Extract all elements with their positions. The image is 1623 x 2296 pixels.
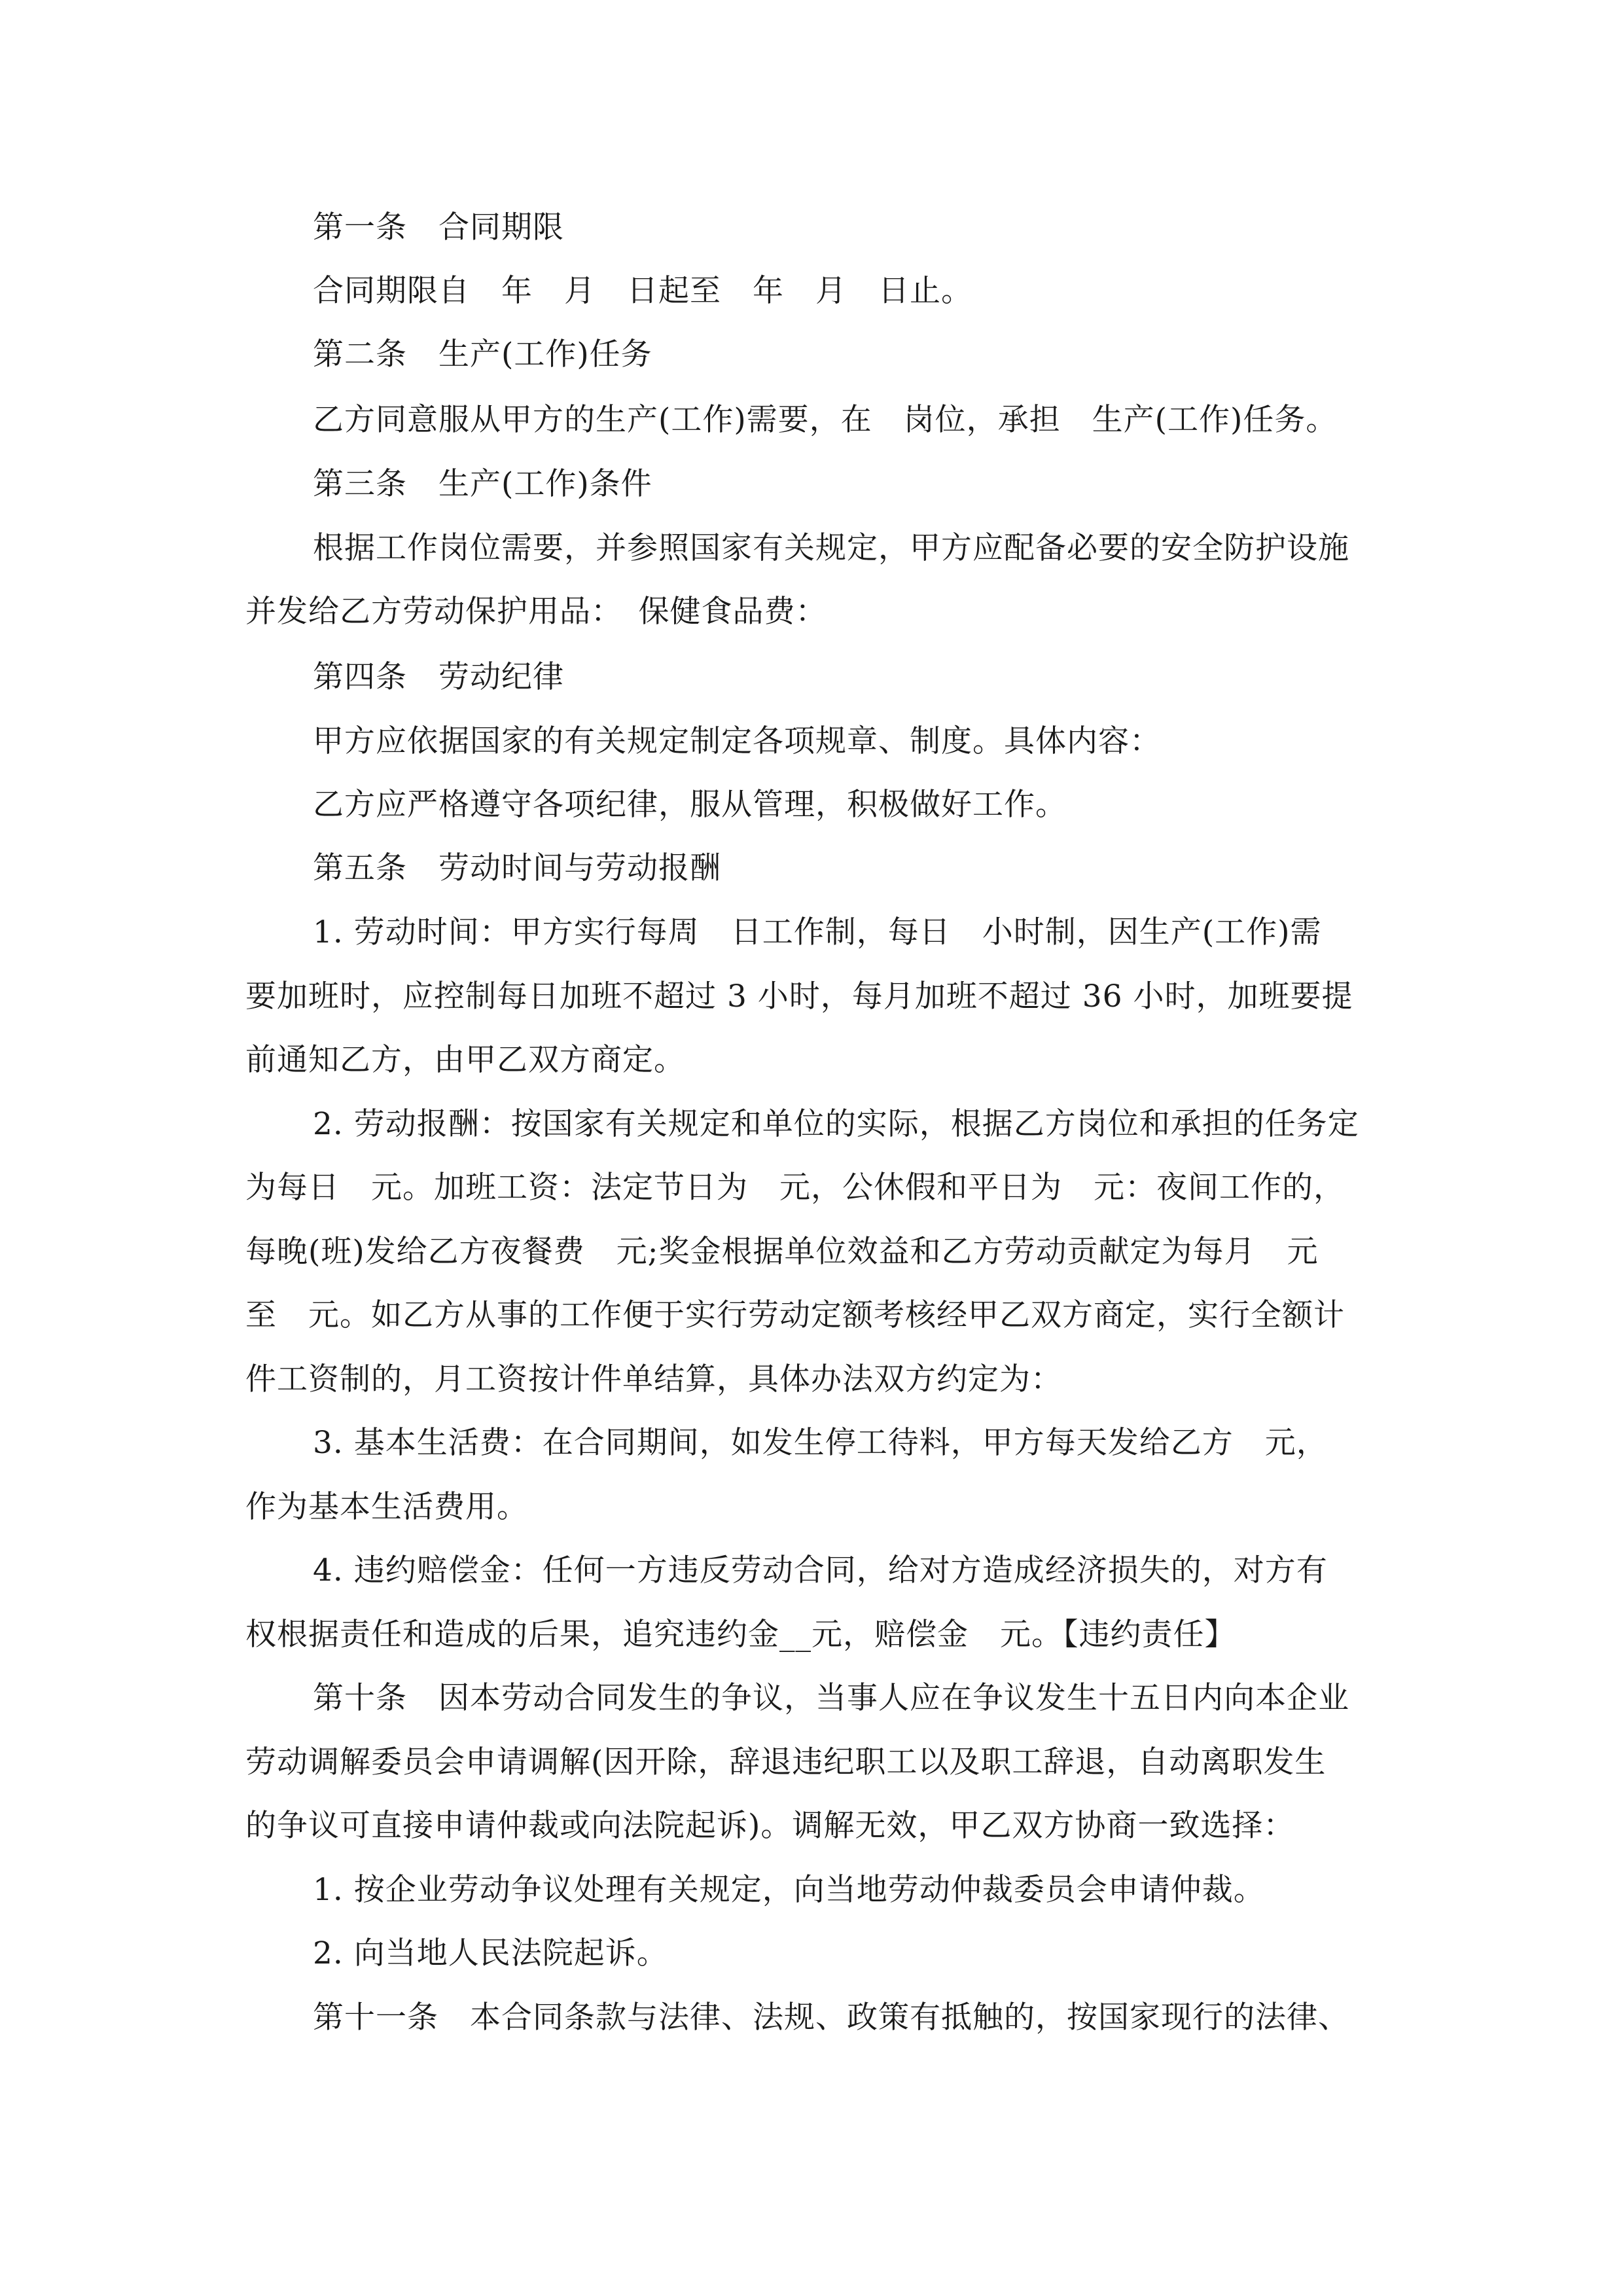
body-line: 至 元。如乙方从事的工作便于实行劳动定额考核经甲乙双方商定，实行全额计 (245, 1297, 1345, 1333)
body-line: 1. 劳动时间：甲方实行每周 日工作制，每日 小时制，因生产(工作)需 (313, 914, 1322, 950)
article-5-heading: 第五条 劳动时间与劳动报酬 (313, 850, 721, 886)
body-line: 作为基本生活费用。 (245, 1489, 528, 1525)
body-line: 甲方应依据国家的有关规定制定各项规章、制度。具体内容： (313, 723, 1161, 759)
body-line: 权根据责任和造成的后果，追究违约金__元，赔偿金 元。【违约责任】 (245, 1617, 1236, 1653)
body-line: 3. 基本生活费：在合同期间，如发生停工待料，甲方每天发给乙方 元， (313, 1425, 1328, 1461)
body-line: 前通知乙方，由甲乙双方商定。 (245, 1042, 685, 1078)
article-3-heading: 第三条 生产(工作)条件 (313, 466, 652, 502)
article-4-heading: 第四条 劳动纪律 (313, 659, 564, 695)
body-line: 1. 按企业劳动争议处理有关规定，向当地劳动仲裁委员会申请仲裁。 (313, 1872, 1265, 1908)
article-11-line: 第十一条 本合同条款与法律、法规、政策有抵触的，按国家现行的法律、 (313, 2000, 1349, 2036)
body-line: 根据工作岗位需要，并参照国家有关规定，甲方应配备必要的安全防护设施 (313, 530, 1349, 566)
body-line: 要加班时，应控制每日加班不超过 3 小时，每月加班不超过 36 小时，加班要提 (245, 978, 1353, 1014)
body-line: 乙方应严格遵守各项纪律，服从管理，积极做好工作。 (313, 787, 1067, 823)
body-line: 为每日 元。加班工资：法定节日为 元，公休假和平日为 元：夜间工作的， (245, 1170, 1345, 1206)
article-2-heading: 第二条 生产(工作)任务 (313, 336, 652, 372)
body-line: 劳动调解委员会申请调解(因开除，辞退违纪职工以及职工辞退，自动离职发生 (245, 1744, 1327, 1780)
body-line: 件工资制的，月工资按计件单结算，具体办法双方约定为： (245, 1361, 1062, 1397)
body-line: 2. 向当地人民法院起诉。 (313, 1935, 668, 1971)
body-line: 并发给乙方劳动保护用品： 保健食品费： (245, 594, 827, 630)
body-line: 的争议可直接申请仲裁或向法院起诉)。调解无效，甲乙双方协商一致选择： (245, 1808, 1295, 1844)
article-1-heading: 第一条 合同期限 (313, 209, 564, 245)
body-line: 4. 违约赔偿金：任何一方违反劳动合同，给对方造成经济损失的，对方有 (313, 1552, 1328, 1588)
body-line: 乙方同意服从甲方的生产(工作)需要，在 岗位，承担 生产(工作)任务。 (313, 402, 1338, 438)
body-line: 2. 劳动报酬：按国家有关规定和单位的实际，根据乙方岗位和承担的任务定 (313, 1106, 1359, 1142)
body-line: 合同期限自 年 月 日起至 年 月 日止。 (313, 273, 972, 309)
body-line: 每晚(班)发给乙方夜餐费 元;奖金根据单位效益和乙方劳动贡献定为每月 元 (245, 1234, 1319, 1270)
article-10-line: 第十条 因本劳动合同发生的争议，当事人应在争议发生十五日内向本企业 (313, 1680, 1349, 1716)
